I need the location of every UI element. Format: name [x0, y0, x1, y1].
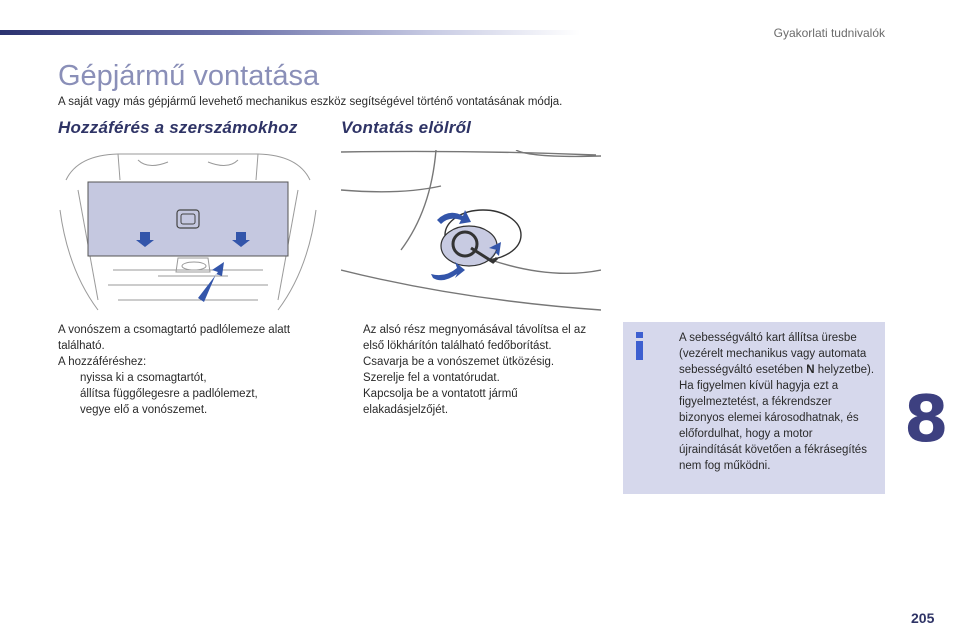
list-item: nyissa ki a csomagtartót,	[80, 372, 207, 384]
list-item: vegye elő a vonószemet.	[80, 404, 208, 416]
heading-tool-access: Hozzáférés a szerszámokhoz	[58, 118, 298, 137]
tool-access-list	[58, 370, 323, 418]
front-towing-list	[341, 322, 596, 418]
info-line-1: A sebességváltó kart állítsa üresbe (vezérelt mechanikus vagy automata sebességváltó esetében	[679, 332, 867, 376]
header-color-bar	[0, 30, 580, 35]
tool-access-text	[58, 322, 323, 418]
list-item: Csavarja be a vonószemet ütközésig.	[363, 356, 555, 368]
info-line-3: Ha figyelmen kívül hagyja ezt a figyelmeztetést, a fékrendszer bizonyos elemei károsodhatnak, és előfordulhat, hogy a motor újraindítását követően a fékrásegítés nem fog működni.	[679, 380, 867, 472]
info-line-2: helyzetbe).	[814, 364, 875, 376]
list-item: Szerelje fel a vontatórudat.	[363, 372, 500, 384]
page-subtitle: A saját vagy más gépjármű levehető mechanikus eszköz segítségével történő vontatásának módja.	[58, 96, 563, 108]
front-bumper-illustration	[341, 150, 601, 312]
trunk-illustration	[58, 150, 318, 312]
info-text	[651, 330, 877, 474]
list-item: Kapcsolja be a vontatott jármű elakadásjelzőjét.	[363, 388, 518, 416]
section-label: Gyakorlati tudnivalók	[773, 26, 885, 40]
chapter-number: 8	[904, 383, 949, 457]
heading-front-towing: Vontatás elölről	[341, 118, 472, 137]
tool-access-intro-2: A hozzáféréshez:	[58, 356, 147, 368]
list-item: Az alsó rész megnyomásával távolítsa el az első lökhárítón található fedőborítást.	[363, 324, 587, 352]
page-title: Gépjármű vontatása	[58, 60, 320, 92]
front-towing-text	[341, 322, 596, 418]
info-gear-n: N	[806, 364, 815, 376]
page-number: 205	[911, 610, 935, 626]
tool-access-intro-1: A vonószem a csomagtartó padlólemeze alatt található.	[58, 324, 291, 352]
list-item: állítsa függőlegesre a padlólemezt,	[80, 388, 258, 400]
info-icon	[634, 332, 646, 360]
info-bullet-row	[651, 330, 877, 474]
info-box	[623, 322, 885, 494]
